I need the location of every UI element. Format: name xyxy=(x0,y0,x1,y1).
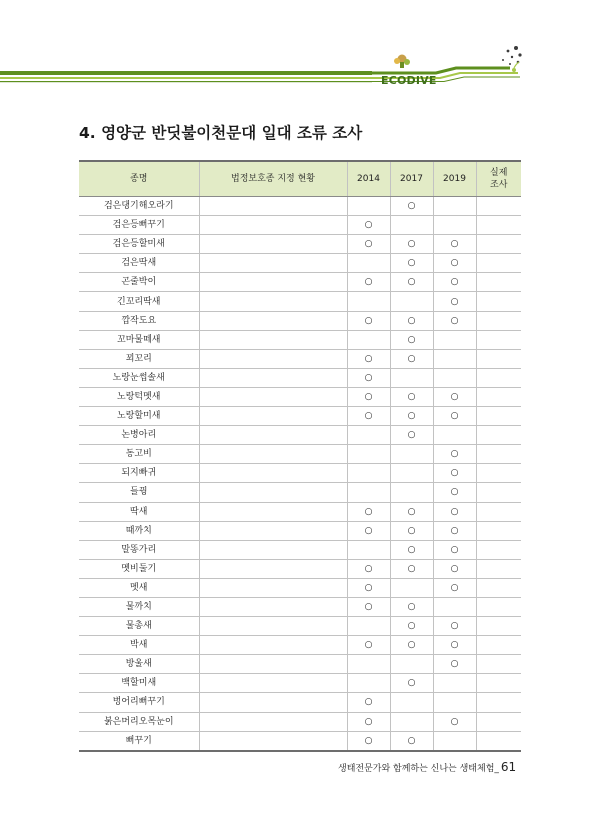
cell-2014: ○ xyxy=(347,712,390,731)
cell-species-name: 꼬마물떼새 xyxy=(79,330,199,349)
cell-2019: ○ xyxy=(433,578,476,597)
table-row xyxy=(79,426,521,445)
cell-2019 xyxy=(433,731,476,751)
table-row xyxy=(79,521,521,540)
cell-2014 xyxy=(347,197,390,216)
table-row xyxy=(79,559,521,578)
table-row xyxy=(79,216,521,235)
cell-field-survey xyxy=(476,731,521,751)
cell-2019: ○ xyxy=(433,617,476,636)
table-body xyxy=(79,197,521,751)
table-row xyxy=(79,617,521,636)
page-number: 61 xyxy=(500,760,517,774)
cell-2014: ○ xyxy=(347,693,390,712)
cell-field-survey xyxy=(476,445,521,464)
cell-2019: ○ xyxy=(433,311,476,330)
cell-field-survey xyxy=(476,712,521,731)
cell-species-name: 백할미새 xyxy=(79,674,199,693)
cell-species-name: 노랑눈썹솔새 xyxy=(79,368,199,387)
header-decoration xyxy=(0,40,598,100)
cell-field-survey xyxy=(476,636,521,655)
page-footer xyxy=(338,760,516,774)
cell-2014: ○ xyxy=(347,235,390,254)
cell-2019: ○ xyxy=(433,521,476,540)
cell-2017: ○ xyxy=(390,521,433,540)
cell-species-name: 물총새 xyxy=(79,617,199,636)
header-field-survey xyxy=(476,161,521,197)
cell-2014: ○ xyxy=(347,597,390,616)
cell-species-name: 딱새 xyxy=(79,502,199,521)
cell-2017: ○ xyxy=(390,597,433,616)
cell-2019: ○ xyxy=(433,464,476,483)
cell-2014: ○ xyxy=(347,273,390,292)
cell-protection-status xyxy=(199,521,347,540)
cell-2019 xyxy=(433,368,476,387)
cell-protection-status xyxy=(199,540,347,559)
page-title: 4. 영양군 반딧불이천문대 일대 조류 조사 xyxy=(79,124,363,142)
header-protection-status: 법정보호종 지정 현황 xyxy=(199,161,347,197)
table-row xyxy=(79,197,521,216)
cell-protection-status xyxy=(199,483,347,502)
cell-protection-status xyxy=(199,445,347,464)
cell-2019 xyxy=(433,197,476,216)
cell-protection-status xyxy=(199,617,347,636)
cell-species-name: 방울새 xyxy=(79,655,199,674)
cell-2019: ○ xyxy=(433,502,476,521)
header-stripe-light xyxy=(0,77,372,79)
cell-2014 xyxy=(347,254,390,273)
cell-protection-status xyxy=(199,292,347,311)
cell-2017 xyxy=(390,712,433,731)
cell-2019 xyxy=(433,426,476,445)
table-row xyxy=(79,540,521,559)
cell-2014 xyxy=(347,330,390,349)
cell-2019: ○ xyxy=(433,273,476,292)
cell-2017 xyxy=(390,292,433,311)
table-row xyxy=(79,655,521,674)
header-stripe-thin xyxy=(0,81,372,82)
cell-species-name: 곤줄박이 xyxy=(79,273,199,292)
cell-2014: ○ xyxy=(347,502,390,521)
table-row xyxy=(79,712,521,731)
cell-2017 xyxy=(390,445,433,464)
cell-2017 xyxy=(390,464,433,483)
cell-2019: ○ xyxy=(433,559,476,578)
table-row xyxy=(79,693,521,712)
table-row xyxy=(79,445,521,464)
table-row xyxy=(79,368,521,387)
cell-protection-status xyxy=(199,693,347,712)
cell-2014: ○ xyxy=(347,559,390,578)
cell-2017: ○ xyxy=(390,636,433,655)
cell-2017: ○ xyxy=(390,349,433,368)
cell-field-survey xyxy=(476,693,521,712)
cell-protection-status xyxy=(199,712,347,731)
cell-2014 xyxy=(347,426,390,445)
cell-species-name: 검은댕기해오라기 xyxy=(79,197,199,216)
table-row xyxy=(79,674,521,693)
cell-field-survey xyxy=(476,464,521,483)
cell-2019: ○ xyxy=(433,540,476,559)
cell-field-survey xyxy=(476,617,521,636)
table-row xyxy=(79,235,521,254)
cell-2014 xyxy=(347,540,390,559)
cell-protection-status xyxy=(199,273,347,292)
cell-2014 xyxy=(347,617,390,636)
table-row xyxy=(79,407,521,426)
table-row xyxy=(79,483,521,502)
cell-field-survey xyxy=(476,521,521,540)
logo-emblem-icon xyxy=(394,55,410,69)
cell-protection-status xyxy=(199,502,347,521)
cell-2017: ○ xyxy=(390,273,433,292)
cell-field-survey xyxy=(476,426,521,445)
table-row xyxy=(79,597,521,616)
cell-protection-status xyxy=(199,426,347,445)
cell-2017: ○ xyxy=(390,387,433,406)
cell-field-survey xyxy=(476,483,521,502)
cell-field-survey xyxy=(476,349,521,368)
cell-field-survey xyxy=(476,597,521,616)
cell-2017: ○ xyxy=(390,330,433,349)
cell-2017: ○ xyxy=(390,540,433,559)
cell-field-survey xyxy=(476,273,521,292)
cell-2019: ○ xyxy=(433,636,476,655)
cell-2017 xyxy=(390,655,433,674)
cell-2019 xyxy=(433,693,476,712)
cell-2014: ○ xyxy=(347,216,390,235)
table-row xyxy=(79,311,521,330)
cell-2014: ○ xyxy=(347,311,390,330)
header-2019: 2019 xyxy=(433,161,476,197)
cell-species-name: 검은등할미새 xyxy=(79,235,199,254)
cell-2017 xyxy=(390,216,433,235)
cell-protection-status xyxy=(199,407,347,426)
cell-2014: ○ xyxy=(347,636,390,655)
cell-2017: ○ xyxy=(390,197,433,216)
cell-2014 xyxy=(347,445,390,464)
cell-species-name: 검은딱새 xyxy=(79,254,199,273)
cell-species-name: 물까치 xyxy=(79,597,199,616)
logo-text: ECODIVE xyxy=(381,74,437,87)
table-row xyxy=(79,636,521,655)
cell-species-name: 동고비 xyxy=(79,445,199,464)
cell-protection-status xyxy=(199,330,347,349)
cell-species-name: 박새 xyxy=(79,636,199,655)
cell-protection-status xyxy=(199,235,347,254)
cell-protection-status xyxy=(199,464,347,483)
cell-protection-status xyxy=(199,597,347,616)
cell-protection-status xyxy=(199,311,347,330)
cell-2014: ○ xyxy=(347,578,390,597)
cell-2014: ○ xyxy=(347,387,390,406)
cell-2014: ○ xyxy=(347,731,390,751)
table-row xyxy=(79,578,521,597)
cell-field-survey xyxy=(476,559,521,578)
cell-field-survey xyxy=(476,407,521,426)
cell-2017: ○ xyxy=(390,559,433,578)
cell-species-name: 멧비둘기 xyxy=(79,559,199,578)
cell-2014 xyxy=(347,674,390,693)
cell-2019: ○ xyxy=(433,483,476,502)
cell-2019: ○ xyxy=(433,235,476,254)
cell-field-survey xyxy=(476,655,521,674)
cell-2017 xyxy=(390,693,433,712)
table-row xyxy=(79,502,521,521)
cell-species-name: 벙어리뻐꾸기 xyxy=(79,693,199,712)
cell-field-survey xyxy=(476,311,521,330)
header-2014: 2014 xyxy=(347,161,390,197)
table-row xyxy=(79,330,521,349)
cell-protection-status xyxy=(199,655,347,674)
table-row xyxy=(79,292,521,311)
cell-protection-status xyxy=(199,368,347,387)
footer-caption: 생태전문가와 함께하는 신나는 생태체험_ xyxy=(338,764,499,774)
cell-2019: ○ xyxy=(433,445,476,464)
header-stripe-dark xyxy=(0,71,372,75)
cell-protection-status xyxy=(199,578,347,597)
table-row xyxy=(79,464,521,483)
cell-species-name: 검은등뻐꾸기 xyxy=(79,216,199,235)
cell-2017 xyxy=(390,578,433,597)
cell-2014 xyxy=(347,655,390,674)
table-row xyxy=(79,254,521,273)
cell-species-name: 말똥가리 xyxy=(79,540,199,559)
cell-2019: ○ xyxy=(433,387,476,406)
table-header-row xyxy=(79,161,521,197)
table-row xyxy=(79,349,521,368)
cell-2014: ○ xyxy=(347,368,390,387)
cell-protection-status xyxy=(199,216,347,235)
cell-species-name: 노랑턱멧새 xyxy=(79,387,199,406)
bird-survey-table xyxy=(79,160,521,752)
table-row xyxy=(79,273,521,292)
cell-2019: ○ xyxy=(433,292,476,311)
cell-species-name: 노랑할미새 xyxy=(79,407,199,426)
cell-2017: ○ xyxy=(390,407,433,426)
table-row xyxy=(79,387,521,406)
cell-field-survey xyxy=(476,387,521,406)
cell-protection-status xyxy=(199,731,347,751)
cell-field-survey xyxy=(476,216,521,235)
cell-field-survey xyxy=(476,235,521,254)
cell-protection-status xyxy=(199,636,347,655)
cell-2019 xyxy=(433,597,476,616)
cell-species-name: 긴꼬리딱새 xyxy=(79,292,199,311)
cell-field-survey xyxy=(476,502,521,521)
cell-species-name: 논병아리 xyxy=(79,426,199,445)
cell-species-name: 붉은머리오목눈이 xyxy=(79,712,199,731)
header-species: 종명 xyxy=(79,161,199,197)
header-2017: 2017 xyxy=(390,161,433,197)
cell-2017: ○ xyxy=(390,235,433,254)
cell-field-survey xyxy=(476,578,521,597)
cell-field-survey xyxy=(476,674,521,693)
cell-species-name: 때까치 xyxy=(79,521,199,540)
cell-2017: ○ xyxy=(390,254,433,273)
cell-2017 xyxy=(390,368,433,387)
cell-2017 xyxy=(390,483,433,502)
cell-2019: ○ xyxy=(433,712,476,731)
cell-2017: ○ xyxy=(390,311,433,330)
cell-field-survey xyxy=(476,368,521,387)
cell-field-survey xyxy=(476,540,521,559)
cell-species-name: 꾀꼬리 xyxy=(79,349,199,368)
cell-2014 xyxy=(347,292,390,311)
cell-2019: ○ xyxy=(433,655,476,674)
cell-protection-status xyxy=(199,197,347,216)
cell-species-name: 되지빠귀 xyxy=(79,464,199,483)
cell-protection-status xyxy=(199,254,347,273)
cell-2019 xyxy=(433,330,476,349)
cell-protection-status xyxy=(199,674,347,693)
cell-2019: ○ xyxy=(433,407,476,426)
cell-2014 xyxy=(347,464,390,483)
cell-2017: ○ xyxy=(390,426,433,445)
cell-species-name: 멧새 xyxy=(79,578,199,597)
cell-2017: ○ xyxy=(390,674,433,693)
cell-2017: ○ xyxy=(390,731,433,751)
cell-2019: ○ xyxy=(433,254,476,273)
cell-field-survey xyxy=(476,330,521,349)
header-field-survey-line2: 조사 xyxy=(490,180,508,190)
cell-field-survey xyxy=(476,197,521,216)
cell-species-name: 들꿩 xyxy=(79,483,199,502)
cell-2019 xyxy=(433,216,476,235)
cell-2014: ○ xyxy=(347,521,390,540)
cell-species-name: 깝작도요 xyxy=(79,311,199,330)
cell-2017: ○ xyxy=(390,502,433,521)
cell-species-name: 뻐꾸기 xyxy=(79,731,199,751)
cell-2017: ○ xyxy=(390,617,433,636)
table-row xyxy=(79,731,521,751)
cell-2019 xyxy=(433,349,476,368)
cell-2014 xyxy=(347,483,390,502)
cell-field-survey xyxy=(476,254,521,273)
cell-protection-status xyxy=(199,387,347,406)
cell-2014: ○ xyxy=(347,349,390,368)
cell-2019 xyxy=(433,674,476,693)
cell-2014: ○ xyxy=(347,407,390,426)
cell-field-survey xyxy=(476,292,521,311)
cell-protection-status xyxy=(199,559,347,578)
cell-protection-status xyxy=(199,349,347,368)
header-field-survey-line1: 실제 xyxy=(490,168,508,178)
